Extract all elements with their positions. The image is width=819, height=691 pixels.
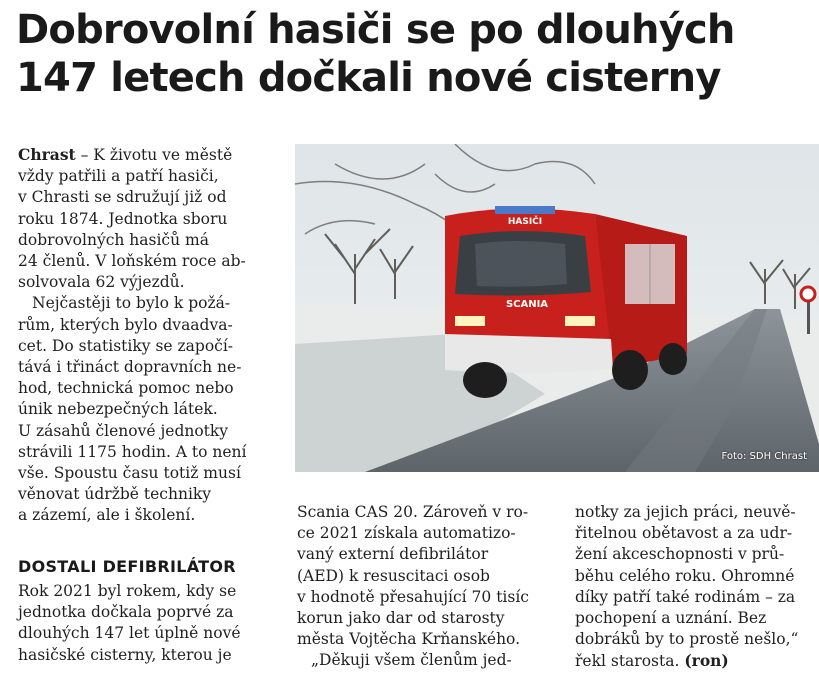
body-line: rům, kterých bylo dvaadva- — [18, 315, 233, 334]
photo-credit: Foto: SDH Chrast — [721, 451, 807, 462]
column-3 — [575, 502, 815, 673]
body-line: hasičské cisterny, kterou je — [18, 645, 232, 664]
lead-line: dobrovolných hasičů má — [18, 230, 209, 249]
body-line: a zázemí, ale i školení. — [18, 506, 196, 525]
truck-brand: SCANIA — [505, 299, 549, 310]
body-line: věnovat údržbě techniky — [18, 485, 212, 504]
body-line: (AED) k resuscitaci osob — [297, 566, 490, 585]
closing-text: řekl starosta. — [575, 652, 685, 671]
column-2 — [297, 502, 552, 672]
body-line: strávili 1175 hodin. A to není — [18, 442, 247, 461]
body-line: jednotka dočkala poprvé za — [18, 603, 234, 622]
body-line: Nejčastěji to bylo k požá- — [32, 294, 231, 313]
lead-line: solvovala 62 výjezdů. — [18, 273, 185, 292]
body-line: v hodnotě přesahující 70 tisíc — [297, 587, 529, 606]
body-line: žení akceschopnosti v prů- — [575, 545, 785, 564]
body-line: vaný externí defibrilátor — [297, 545, 489, 564]
body-line: U zásahů členové jednotky — [18, 421, 229, 440]
body-line: dlouhých 147 let úplně nové — [18, 624, 241, 643]
lead-line — [18, 144, 280, 166]
body-line: hod, technická pomoc nebo — [18, 379, 234, 398]
body-line: únik nebezpečných látek. — [18, 400, 218, 419]
lead-line: vždy patřili a patří hasiči, — [18, 167, 219, 186]
lead-column — [18, 144, 280, 527]
body-line: města Vojtěcha Krňanského. — [297, 630, 521, 649]
body-line: díky patří také rodinám – za — [575, 587, 796, 606]
fire-truck-photo — [295, 144, 819, 472]
body-line: dobráků by to prostě nešlo,“ — [575, 630, 799, 649]
body-line: běhu celého roku. Ohromné — [575, 566, 795, 585]
body-line: pochopení a uznání. Bez — [575, 609, 767, 628]
subhead: DOSTALI DEFIBRILÁTOR — [18, 557, 236, 576]
author-signature: (ron) — [684, 651, 729, 671]
body-line: korun jako dar od starosty — [297, 609, 505, 628]
body-line: notky za jejich práci, neuvě- — [575, 503, 796, 521]
body-line: cet. Do statistiky se započí- — [18, 336, 234, 355]
headline-line-2: 147 letech dočkali nové cisterny — [16, 55, 721, 101]
body-line: řitelnou obětavost a za udr- — [575, 524, 793, 543]
lead-line: roku 1874. Jednotka sboru — [18, 209, 228, 228]
body-line: Rok 2021 byl rokem, kdy se — [18, 582, 237, 600]
photo-illustration — [295, 144, 819, 472]
body-line: vše. Spoustu času totiž musí — [18, 464, 241, 483]
body-line: tává i třináct dopravních ne- — [18, 358, 242, 377]
body-line: Scania CAS 20. Zároveň v ro- — [297, 503, 529, 521]
headline-line-1: Dobrovolní hasiči se po dlouhých — [16, 7, 735, 53]
body-line — [575, 650, 815, 672]
lead-line: v Chrasti se sdružují již od — [18, 188, 227, 207]
lead-line: 24 členů. V loňském roce ab- — [18, 252, 246, 271]
body-line: „Děkuji všem členům jed- — [311, 651, 512, 670]
lead-text: – K životu ve městě — [75, 146, 233, 164]
body-line: ce 2021 získala automatizo- — [297, 524, 516, 543]
truck-label: HASIČI — [507, 217, 543, 227]
column-1-bottom — [18, 581, 280, 666]
headline — [16, 6, 816, 102]
dateline: Chrast — [18, 145, 76, 164]
